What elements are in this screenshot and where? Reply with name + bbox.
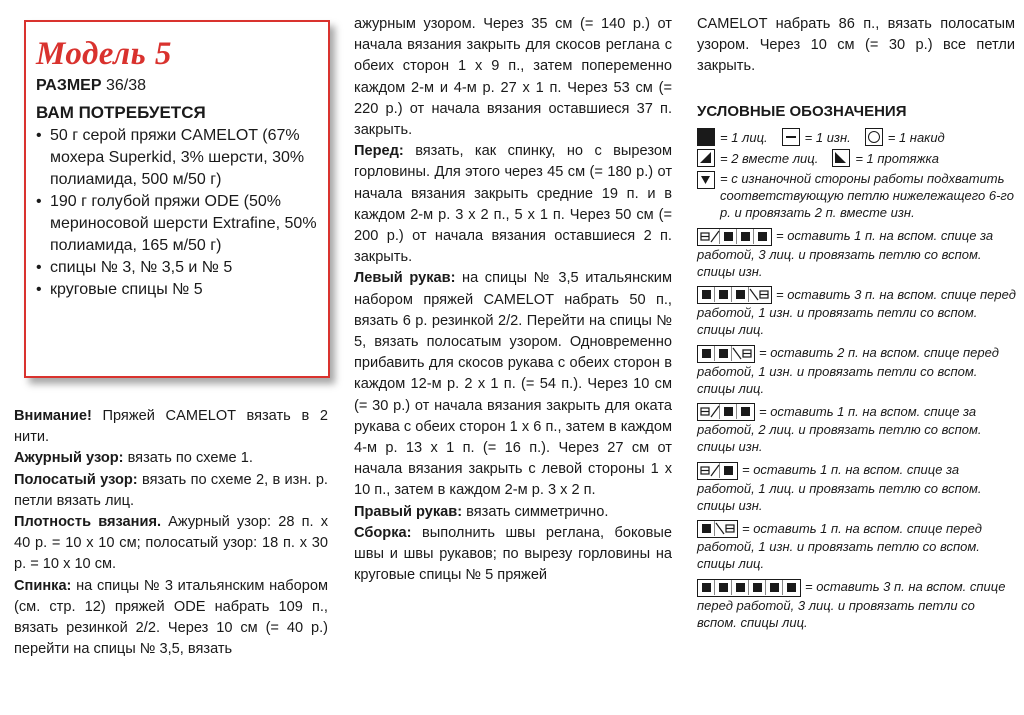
paragraph xyxy=(14,406,328,448)
pull-over-icon xyxy=(832,149,850,167)
cable-legend-item xyxy=(697,461,1017,514)
paragraph-text: вязать по схеме 2, в изн. р. петли вязать лиц. xyxy=(14,471,328,509)
legend-entry xyxy=(697,149,818,167)
paragraph-label: Внимание! xyxy=(14,408,92,424)
paragraph-text: Ажурный узор: 28 п. х 40 р. = 10 х 10 см; полосатый узор: 18 п. х 30 р. = 10 х 10 см. xyxy=(14,514,329,573)
cross-stitch-icon xyxy=(749,287,771,302)
cable-chart-icon xyxy=(697,286,772,304)
material-item: • спицы № 3, № 3,5 и № 5 xyxy=(36,257,318,279)
paragraph-text: CAMELOT набрать 86 п., вязать полосатым узором. Через 10 см (= 30 р.) все петли закрыть. xyxy=(697,16,1015,75)
materials-list xyxy=(36,125,318,301)
legend-row xyxy=(697,149,1017,167)
cross-stitch-icon xyxy=(698,229,720,244)
paragraph-label: Плотность вязания. xyxy=(14,514,162,531)
paragraph-text: Пряжей CAMELOT вязать в 2 нити. xyxy=(14,408,328,446)
paragraph xyxy=(354,268,672,501)
paragraph-label: Полосатый узор: xyxy=(14,471,138,488)
legend-text: = оставить 1 п. на вспом. спице за работой, 3 лиц. и провязать петлю со вспом. спицы изн. xyxy=(697,228,994,279)
symbol-legend xyxy=(697,102,1017,637)
cable-legend-item xyxy=(697,578,1017,631)
text-column-2 xyxy=(354,14,672,586)
legend-entry xyxy=(782,128,851,146)
cable-chart-icon xyxy=(697,579,801,597)
legend-entry xyxy=(832,149,939,167)
paragraph-label: Ажурный узор: xyxy=(14,450,124,467)
paragraph-text: выполнить швы реглана, боковые швы и швы рукавов; по вырезу горловины на круговые спицы № 5 пряжей xyxy=(354,524,672,584)
paragraph xyxy=(14,448,328,469)
material-item: • 190 г голубой пряжи ODE (50% мериносовой шерсти Extrafine, 50% полиамида, 165 м/50 г) xyxy=(36,191,318,257)
legend-text: = 1 накид xyxy=(887,129,945,145)
size-label: РАЗМЕР xyxy=(36,77,102,94)
cross-stitch-icon xyxy=(715,521,737,536)
paragraph-label: Спинка: xyxy=(14,577,72,594)
legend-text: = 1 лиц. xyxy=(720,129,768,145)
material-item: • круговые спицы № 5 xyxy=(36,279,318,301)
legend-text: = оставить 1 п. на вспом. спице за работой, 1 лиц. и провязать петлю со вспом. спицы изн. xyxy=(697,462,982,513)
knit-two-together-icon xyxy=(697,149,715,167)
legend-text: = с изнаночной стороны работы подхватить соответствующую петлю нижележащего 6-го р. и провязать 2 п. вместе изн. xyxy=(720,171,1014,220)
material-item: • 50 г серой пряжи CAMELOT (67% мохера Superkid, 3% шерсти, 30% полиамида, 500 м/50 г) xyxy=(36,125,318,191)
cross-stitch-icon xyxy=(732,346,754,361)
text-column-1 xyxy=(14,406,328,660)
paragraph-text: на спицы № 3,5 итальянским набором пряжей CAMELOT набрать 50 п., вязать 6 р. резинкой 2/2. Перейти на спицы № 5, вязать полосатым узором. Одновременно прибавить для скосов рукава с обеих сторон в каждом 12-м р. 2 х 1 п. (= 54 п.). Через 10 см (= 30 р.) от начала вязания закрыть для оката рукава с обеих сторон 1 х 6 п., затем в каждом 4-м р. 13 х 1 п. (= 16 п.). Через 27 см от начала вязания закрыть с левой стороны 1 х 10 п., затем в каждом 2-м р. 3 х 2 п. xyxy=(354,270,672,499)
paragraph-text: вязать, как спинку, но с вырезом горловины. Для этого через 45 см (= 180 р.) от начала вязания закрыть средние 19 п. и в каждом 2-м р. 3 х 2 п., 5 х 1 п. Через 50 см (= 200 р.) от начала вязания оставшиеся 2 п. закрыть. xyxy=(354,143,672,266)
legend-text: = оставить 1 п. на вспом. спице перед работой, 1 изн. и провязать петлю со вспом. спицы лиц. xyxy=(697,520,982,572)
paragraph xyxy=(354,502,672,523)
paragraph-label: Левый рукав: xyxy=(354,270,456,287)
paragraph-label: Сборка: xyxy=(354,524,412,541)
cable-legend-item xyxy=(697,227,1017,280)
cable-chart-icon xyxy=(697,403,755,421)
knit-stitch-icon xyxy=(697,128,715,146)
paragraph xyxy=(14,512,328,576)
cable-legend-item xyxy=(697,520,1017,573)
legend-title: УСЛОВНЫЕ ОБОЗНАЧЕНИЯ xyxy=(697,103,907,120)
legend-text: = 1 изн. xyxy=(804,129,851,145)
cross-stitch-icon xyxy=(698,463,720,478)
cross-stitch-icon xyxy=(698,404,720,419)
paragraph-text: вязать по схеме 1. xyxy=(123,450,253,467)
paragraph-text: вязать симметрично. xyxy=(462,503,609,520)
legend-text: = оставить 2 п. на вспом. спице перед работой, 1 изн. и провязать петли со вспом. спицы лиц. xyxy=(697,345,999,396)
paragraph xyxy=(354,523,672,587)
paragraph xyxy=(354,14,672,141)
cable-chart-icon xyxy=(697,228,772,246)
cable-legend-item xyxy=(697,403,1017,456)
cable-chart-icon xyxy=(697,345,755,363)
cable-chart-icon xyxy=(697,520,738,538)
paragraph-label: Правый рукав: xyxy=(354,503,463,520)
legend-row xyxy=(697,170,1017,221)
legend-text: = оставить 1 п. на вспом. спице за работой, 2 лиц. и провязать петлю со вспом. спицы изн. xyxy=(697,403,982,455)
legend-text: = 2 вместе лиц. xyxy=(720,150,819,166)
model-box xyxy=(24,20,330,378)
materials-title: ВАМ ПОТРЕБУЕТСЯ xyxy=(36,103,206,122)
cable-chart-icon xyxy=(697,462,738,480)
legend-text: = оставить 3 п. на вспом. спице перед работой, 3 лиц. и провязать петли со вспом. спицы лиц. xyxy=(697,579,1006,630)
model-title: Модель 5 xyxy=(36,36,172,72)
size-line xyxy=(36,76,318,96)
size-value: 36/38 xyxy=(105,77,147,94)
legend-entry xyxy=(697,128,768,146)
paragraph xyxy=(14,576,328,661)
legend-row xyxy=(697,128,1017,146)
yarn-over-icon xyxy=(865,128,883,146)
paragraph xyxy=(14,470,328,512)
legend-text: = 1 протяжка xyxy=(855,150,939,166)
paragraph-text: на спицы № 3 итальянским набором (см. стр. 12) пряжей ODE набрать 109 п., вязать резинкой 2/2. Через 10 см (= 40 р.) перейти на спицы № 3,5, вязать xyxy=(14,577,328,658)
text-column-3 xyxy=(697,14,1015,78)
paragraph-text: ажурным узором. Через 35 см (= 140 р.) от начала вязания закрыть для скосов реглана с обеих сторон 1 х 9 п., затем попеременно каждом 2-м и 4-м р. 27 х 1 п. Через 53 см (= 220 р.) от начала вязания оставшиеся 37 п. закрыть. xyxy=(354,16,672,139)
legend-text: = оставить 3 п. на вспом. спице перед работой, 1 изн. и провязать петли со вспом. спицы лиц. xyxy=(697,286,1016,338)
paragraph xyxy=(697,14,1015,78)
wrong-side-pickup-icon xyxy=(697,171,715,189)
cable-legend-item xyxy=(697,286,1017,339)
cable-legend-item xyxy=(697,344,1017,397)
paragraph-label: Перед: xyxy=(354,143,404,160)
paragraph xyxy=(354,141,672,268)
purl-stitch-icon xyxy=(782,128,800,146)
legend-entry xyxy=(865,128,945,146)
